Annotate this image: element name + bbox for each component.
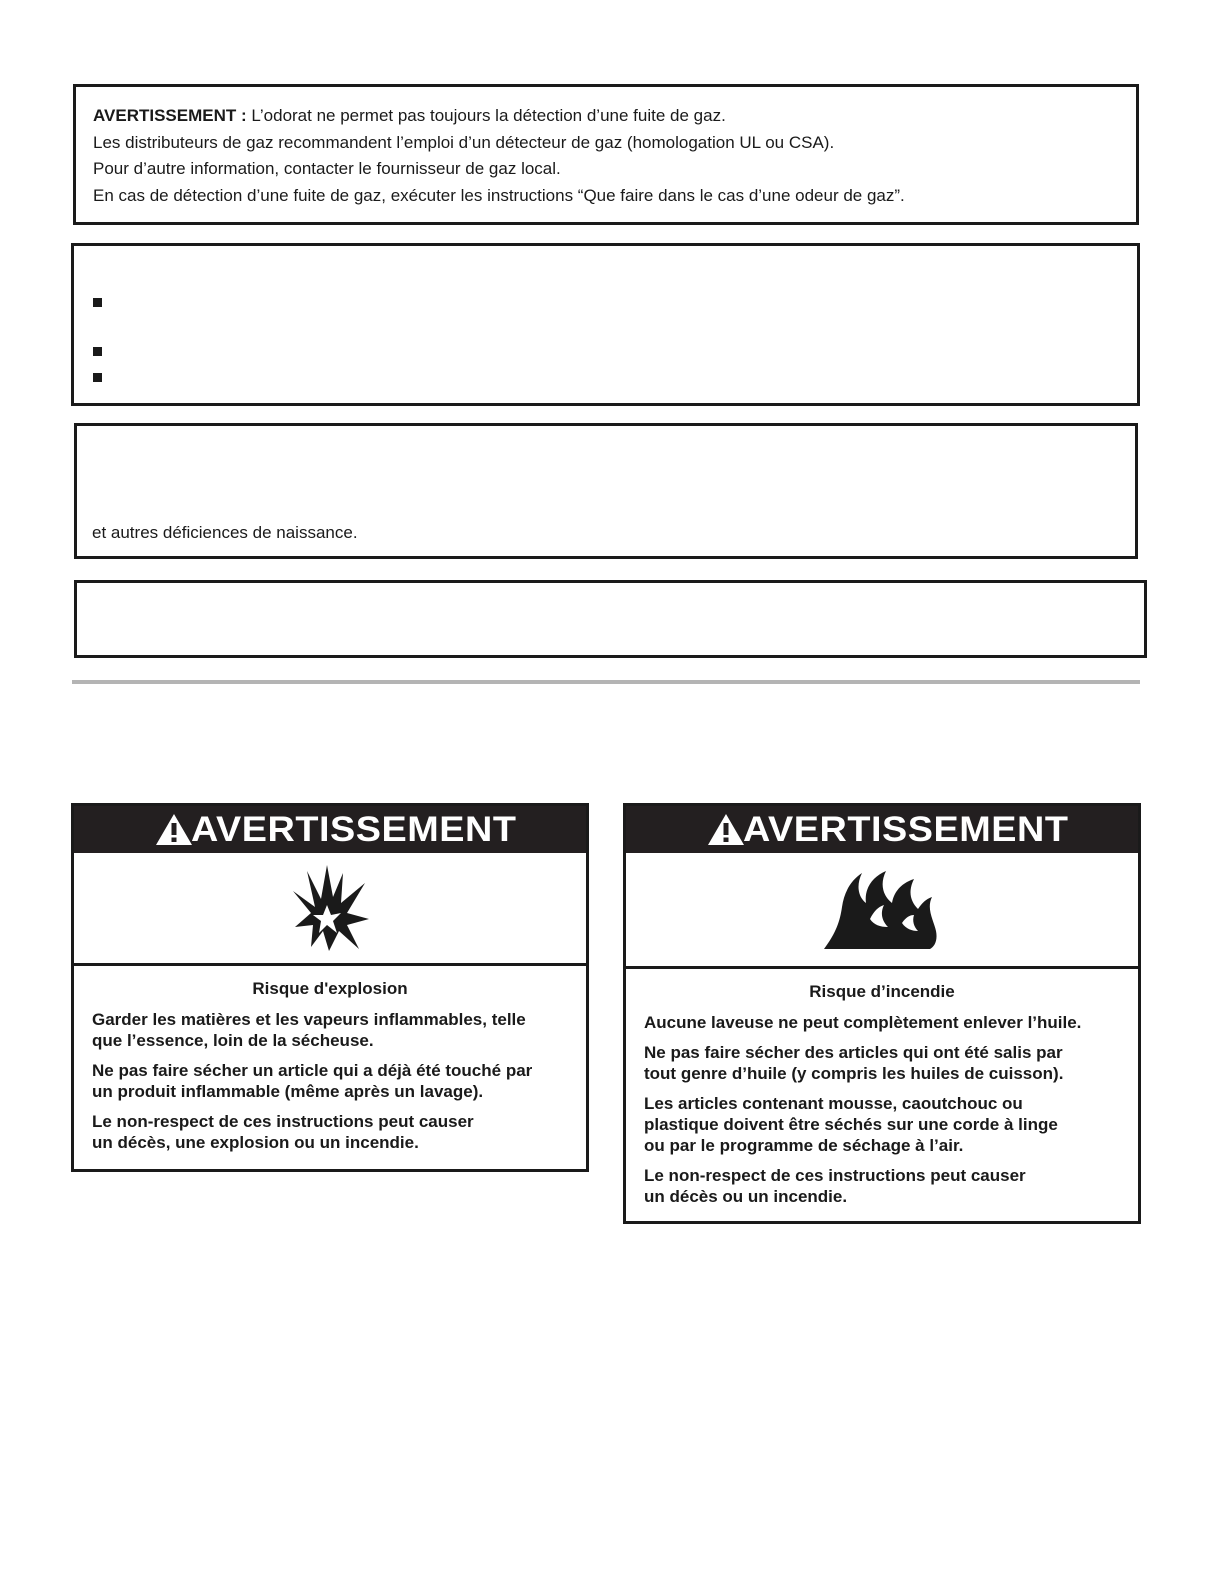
gas-warning-line-2: Les distributeurs de gaz recommandent l’emploi d’un détecteur de gaz (homologation UL ou CSA).	[93, 132, 835, 152]
icon-area	[74, 853, 586, 966]
fire-icon	[822, 867, 942, 953]
empty-notice-box	[74, 580, 1147, 658]
proposition-warning-box	[74, 423, 1138, 559]
gas-warning-line-1	[93, 103, 1119, 130]
gas-warning-line-3: Pour d’autre information, contacter le fournisseur de gaz local.	[93, 159, 561, 178]
warning-heading: Risque d'explosion	[252, 979, 408, 998]
warning-paragraph: Garder les matières et les vapeurs inflammables, telle que l’essence, loin de la sécheuse.	[92, 1010, 526, 1050]
section-separator	[72, 680, 1140, 684]
explosion-warning-panel	[71, 803, 589, 1172]
explosion-icon	[285, 863, 375, 953]
warning-header	[626, 806, 1138, 853]
warning-body	[626, 969, 1138, 1207]
warning-header	[74, 806, 586, 853]
bullet-list-box	[71, 243, 1140, 406]
warning-triangle-icon	[707, 813, 745, 846]
warning-paragraph: Les articles contenant mousse, caoutchouc ou plastique doivent être séchés sur une corde à linge ou par le programme de séchage à l’air.	[644, 1094, 1058, 1155]
gas-warning-box	[73, 84, 1139, 225]
warning-paragraph: Ne pas faire sécher des articles qui ont été salis par tout genre d’huile (y compris les huiles de cuisson).	[644, 1043, 1064, 1083]
warning-paragraph: Ne pas faire sécher un article qui a déjà été touché par un produit inflammable (même après un lavage).	[92, 1061, 533, 1101]
bullet-square-icon	[93, 298, 102, 307]
fire-warning-panel	[623, 803, 1141, 1224]
warning-body	[74, 966, 586, 1153]
birth-defects-text: et autres déficiences de naissance.	[92, 523, 358, 542]
warning-paragraph: Le non-respect de ces instructions peut causer un décès, une explosion ou un incendie.	[92, 1112, 474, 1152]
warning-header-title: AVERTISSEMENT	[743, 809, 1069, 849]
gas-warning-line-4: En cas de détection d’une fuite de gaz, exécuter les instructions “Que faire dans le cas d’une odeur de gaz”.	[93, 185, 905, 205]
warning-paragraph: Aucune laveuse ne peut complètement enlever l’huile.	[644, 1013, 1082, 1032]
warning-header-title: AVERTISSEMENT	[191, 809, 517, 849]
warning-heading: Risque d’incendie	[809, 982, 955, 1001]
warning-paragraph: Le non-respect de ces instructions peut causer un décès ou un incendie.	[644, 1166, 1026, 1206]
gas-warning-label: AVERTISSEMENT :	[93, 106, 247, 125]
warning-triangle-icon	[155, 813, 193, 846]
gas-warning-text-1: L’odorat ne permet pas toujours la détection d’une fuite de gaz.	[246, 106, 726, 125]
icon-area	[626, 853, 1138, 969]
bullet-square-icon	[93, 347, 102, 356]
bullet-square-icon	[93, 373, 102, 382]
